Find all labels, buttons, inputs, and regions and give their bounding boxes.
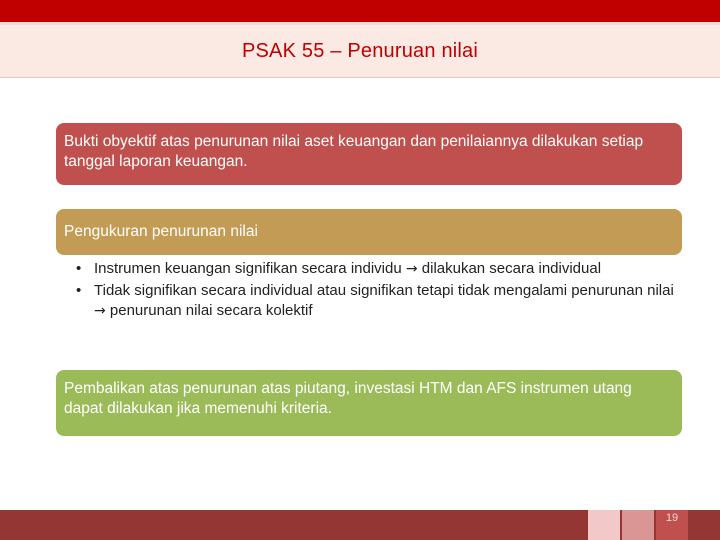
box-pembalikan (56, 370, 682, 436)
bullet-text-after: penurunan nilai secara kolektif (109, 302, 313, 319)
footer-block-light (588, 510, 620, 540)
box-pengukuran-text: Pengukuran penurunan nilai (64, 223, 258, 240)
right-arrow-icon: → (405, 261, 418, 277)
box-bukti-obyektif (56, 123, 682, 185)
bullet-text-before: Instrumen keuangan signifikan secara individu (94, 260, 402, 277)
box-pembalikan-text: Pembalikan atas penurunan atas piutang, investasi HTM dan AFS instrumen utang dapat dilakukan jika memenuhi kriteria. (64, 380, 632, 417)
slide-title: PSAK 55 – Penuruan nilai (241, 39, 479, 62)
bullet-item (74, 281, 684, 321)
top-accent-bar (0, 0, 720, 22)
bullet-text-before: Tidak signifikan secara individual atau signifikan tetapi tidak mengalami penurunan nilai (94, 282, 674, 299)
bullet-list (74, 259, 684, 323)
page-number: 19 (665, 512, 679, 524)
box-pengukuran (56, 209, 682, 255)
box-bukti-obyektif-text: Bukti obyektif atas penurunan nilai aset keuangan dan penilaiannya dilakukan setiap tanggal laporan keuangan. (64, 133, 644, 170)
bullet-item (74, 259, 684, 279)
right-arrow-icon: → (94, 303, 106, 319)
bullet-text-after: dilakukan secara individual (421, 260, 602, 277)
title-band (0, 25, 720, 78)
footer-block-medium (622, 510, 654, 540)
